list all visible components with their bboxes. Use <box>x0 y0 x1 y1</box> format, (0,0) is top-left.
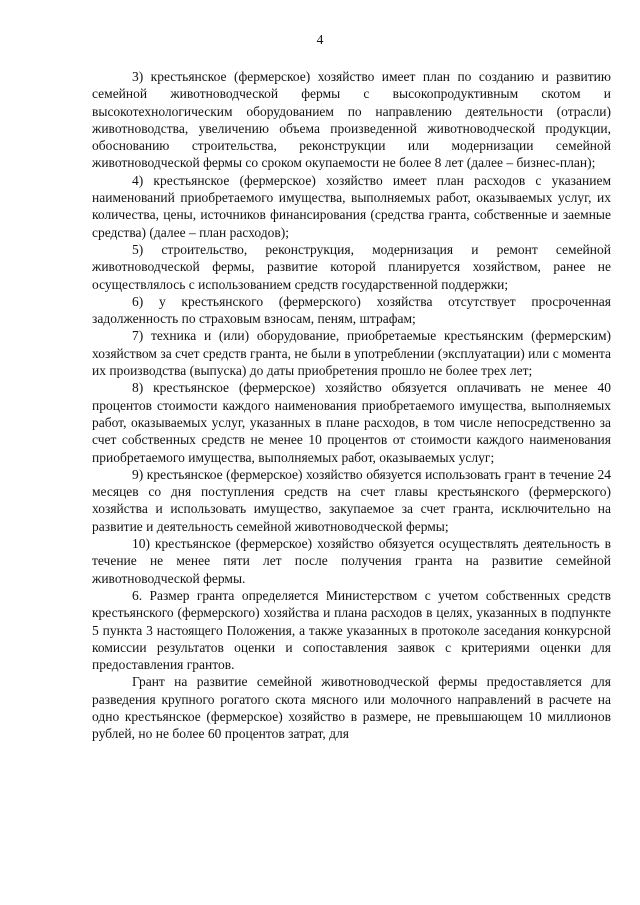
paragraph-item-10: 10) крестьянское (фермерское) хозяйство обязуется осуществлять деятельность в течение не менее пяти лет после получения гранта на развитие семейной животноводческой фермы. <box>92 536 611 586</box>
paragraph-item-3: 3) крестьянское (фермерское) хозяйство имеет план по созданию и развитию семейной животноводческой фермы с высокопродуктивным скотом и высокотехнологическим оборудованием по направлению деятельности (отрасли) животноводства, увеличению объема произведенной животноводческой продукции, обоснованию строительства, реконструкции или модернизации семейной животноводческой фермы со сроком окупаемости не более 8 лет (далее – бизнес-план); <box>92 69 611 171</box>
paragraph-item-7: 7) техника и (или) оборудование, приобретаемые крестьянским (фермерским) хозяйством за счет средств гранта, не были в употреблении (эксплуатации) или с момента их производства (выпуска) до даты приобретения прошло не более трех лет; <box>92 328 611 379</box>
paragraph-clause-6: 6. Размер гранта определяется Министерством с учетом собственных средств крестьянского (фермерского) хозяйства и плана расходов в целях, указанных в подпункте 5 пункта 3 настоящего Положения, а также указанных в протоколе заседания конкурсной комиссии результатов оценки и сопоставления заявок с критериями оценки для предоставления грантов. <box>92 587 611 673</box>
paragraph-item-4: 4) крестьянское (фермерское) хозяйство имеет план расходов с указанием наименований приобретаемого имущества, выполняемых работ, оказываемых услуг, их количества, цены, источников финансирования (средства гранта, собственные и заемные средства) (далее – план расходов); <box>92 172 611 240</box>
paragraph-grant-amount: Грант на развитие семейной животноводческой фермы предоставляется для разведения крупного рогатого скота мясного или молочного направлений в расчете на одно крестьянское (фермерское) хозяйство в размере, не превышающем 10 миллионов рублей, но не более 60 процентов затрат, для <box>92 674 611 742</box>
document-body <box>92 68 611 743</box>
paragraph-item-8: 8) крестьянское (фермерское) хозяйство обязуется оплачивать не менее 40 процентов стоимости каждого наименования приобретаемого имущества, выполняемых работ, оказываемых услуг, указанных в плане расходов, в том числе непосредственно за счет собственных средств не менее 10 процентов от стоимости каждого наименования приобретаемого имущества, выполняемых работ, оказываемых услуг; <box>92 380 611 465</box>
paragraph-item-6: 6) у крестьянского (фермерского) хозяйства отсутствует просроченная задолженность по страховым взносам, пеням, штрафам; <box>92 293 611 327</box>
paragraph-item-5: 5) строительство, реконструкция, модернизация и ремонт семейной животноводческой фермы, развитие которой планируется хозяйством, ранее не осуществлялось с использованием средств государственной поддержки; <box>92 241 611 292</box>
page-number: 4 <box>316 32 324 47</box>
paragraph-item-9: 9) крестьянское (фермерское) хозяйство обязуется использовать грант в течение 24 месяцев со дня поступления средств на счет главы крестьянского (фермерского) хозяйства и использовать имущество, закупаемое за счет гранта, исключительно на развитие и деятельность семейной животноводческой фермы; <box>92 466 611 534</box>
